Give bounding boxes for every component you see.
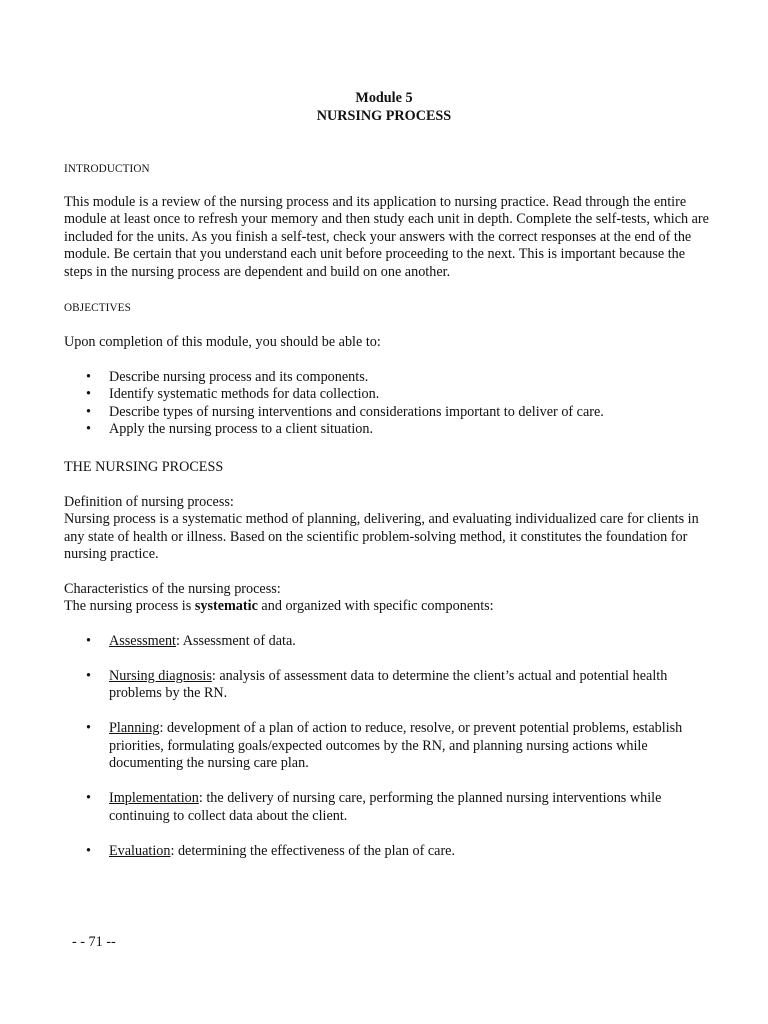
definition-label: Definition of nursing process: (64, 494, 234, 510)
list-item (64, 421, 714, 438)
definition-section (64, 494, 714, 564)
component-term: Assessment (109, 633, 176, 649)
bullet-icon: • (86, 386, 91, 403)
list-item (64, 790, 714, 825)
list-item (64, 633, 714, 650)
bullet-icon: • (86, 720, 91, 737)
component-desc: : Assessment of data. (176, 633, 296, 649)
characteristics-label: Characteristics of the nursing process: (64, 581, 281, 597)
bullet-icon: • (86, 842, 91, 859)
page-number: - - 71 -- (72, 934, 116, 950)
nursing-process-heading: THE NURSING PROCESS (64, 459, 224, 475)
objectives-heading: OBJECTIVES (64, 302, 131, 314)
component-desc: : development of a plan of action to reduce, resolve, or prevent potential problems, establish priorities, formulating goals/expected outcomes by the RN, and planning nursing actions while documenting the nursing care plan. (109, 720, 683, 772)
introduction-paragraph (64, 194, 714, 281)
bullet-icon: • (86, 403, 91, 420)
objectives-list (64, 369, 714, 439)
list-item (64, 843, 714, 860)
objectives-lead: Upon completion of this module, you should be able to: (64, 334, 381, 350)
module-title: NURSING PROCESS (316, 108, 452, 124)
bullet-icon: • (86, 369, 91, 385)
component-term: Planning (109, 720, 160, 737)
bullet-icon: • (86, 668, 91, 684)
list-item (64, 404, 714, 421)
objective-text: Identify systematic methods for data collection. (109, 386, 380, 403)
list-item (64, 668, 714, 703)
objective-text: Apply the nursing process to a client situation. (109, 421, 373, 438)
bullet-icon: • (86, 421, 91, 438)
component-term: Implementation (109, 790, 199, 807)
components-list (64, 633, 714, 878)
introduction-heading: INTRODUCTION (64, 163, 150, 175)
list-item (64, 720, 714, 772)
component-term: Nursing diagnosis (109, 668, 212, 684)
objective-text: Describe types of nursing interventions and considerations important to deliver of care. (109, 403, 604, 420)
list-item (64, 386, 714, 403)
characteristics-prefix: The nursing process is (64, 598, 195, 615)
definition-text: Nursing process is a systematic method of planning, delivering, and evaluating individualized care for clients in any state of health or illness. Based on the scientific problem-solving method, it constitutes the foundation for nursing practice. (64, 511, 699, 563)
objective-text: Describe nursing process and its components. (109, 369, 369, 385)
bullet-icon: • (86, 790, 91, 807)
component-desc: : the delivery of nursing care, performing the planned nursing interventions while continuing to collect data about the client. (109, 790, 662, 824)
characteristics-suffix: and organized with specific components: (257, 598, 494, 615)
component-desc: : determining the effectiveness of the plan of care. (170, 842, 456, 859)
characteristics-sentence (64, 598, 714, 615)
characteristics-section (64, 581, 714, 616)
module-label: Module 5 (355, 90, 413, 106)
component-term: Evaluation (109, 842, 171, 859)
list-item (64, 369, 714, 386)
bullet-icon: • (86, 633, 91, 649)
introduction-text: This module is a review of the nursing process and its application to nursing practice. Read through the entire module at least once to refresh your memory and then study each unit in depth. Complete the self-tests, which are included for the units. As you finish a self-test, check your answers with the correct responses at the end of the module. Be certain that you understand each unit before proceeding to the next. This is important because the steps in the nursing process are dependent and build on one another. (64, 194, 709, 280)
component-desc: : analysis of assessment data to determine the client’s actual and potential health problems by the RN. (109, 668, 668, 702)
characteristics-emphasis: systematic (194, 598, 258, 615)
